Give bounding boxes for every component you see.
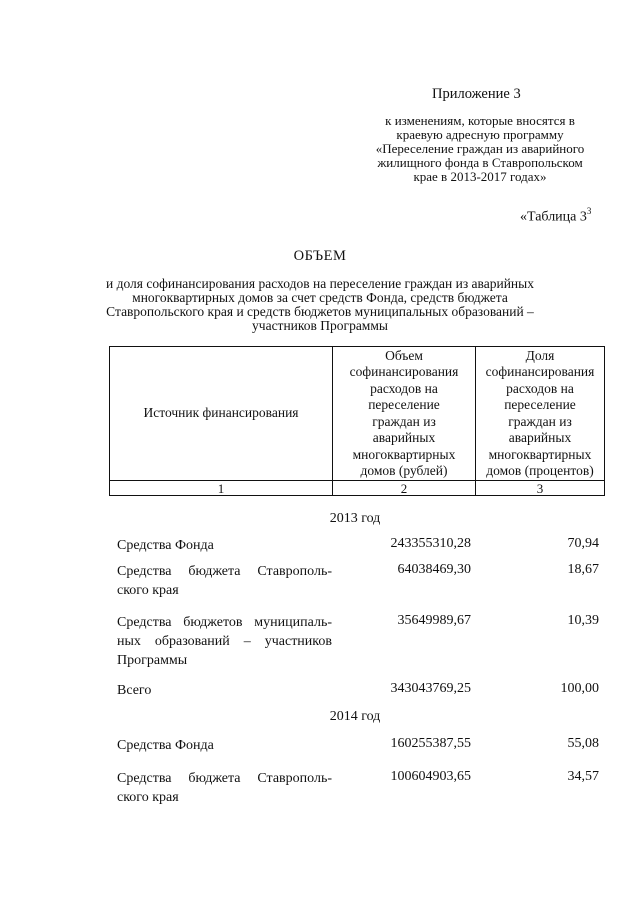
- row-share: 18,67: [567, 562, 599, 577]
- row-volume: 243355310,28: [390, 536, 471, 551]
- year-heading: 2013 год: [329, 511, 381, 526]
- subtitle-line: Ставропольского края и средств бюджетов муниципальных образований –: [106, 304, 534, 319]
- header-share: Доля софинансирования расходов на переселение граждан из аварийных многоквартирных домов (процентов): [476, 347, 605, 481]
- row-volume: 343043769,25: [390, 681, 471, 696]
- row-source: Средства Фонда: [117, 738, 214, 753]
- row-share: 70,94: [567, 536, 599, 551]
- subtitle-line: участников Программы: [252, 318, 388, 333]
- document-heading: ОБЪЕМ: [293, 248, 347, 264]
- appendix-line: «Переселение граждан из аварийного: [375, 141, 585, 156]
- row-volume: 64038469,30: [397, 562, 471, 577]
- appendix-title: Приложение 3: [432, 86, 521, 102]
- row-source: Всего: [117, 683, 152, 698]
- subtitle-line: многоквартирных домов за счет средств Фонда, средств бюджета: [132, 290, 508, 305]
- header-source: Источник финансирования: [110, 347, 333, 481]
- table-reference: [520, 207, 591, 226]
- row-share: 10,39: [567, 613, 599, 628]
- row-source: Средства Фонда: [117, 538, 214, 553]
- subtitle-line: и доля софинансирования расходов на переселение граждан из аварийных: [106, 276, 534, 291]
- row-volume: 35649989,67: [397, 613, 471, 628]
- table-reference-text: «Таблица 3: [520, 209, 587, 225]
- column-number: 3: [476, 481, 605, 496]
- appendix-line: краевую адресную программу: [396, 127, 564, 142]
- row-share: 34,57: [567, 769, 599, 784]
- column-number: 2: [333, 481, 476, 496]
- row-source: Средства бюджетов муниципаль- ных образований – участников Программы: [117, 615, 332, 668]
- appendix-description: [360, 114, 600, 184]
- column-number: 1: [110, 481, 333, 496]
- appendix-line: крае в 2013-2017 годах»: [413, 169, 547, 184]
- appendix-line: жилищного фонда в Ставропольском: [377, 155, 583, 170]
- financing-table-header: [109, 346, 605, 496]
- row-share: 100,00: [560, 681, 599, 696]
- row-source: Средства бюджета Ставрополь- ского края: [117, 564, 332, 598]
- appendix-line: к изменениям, которые вносятся в: [385, 113, 575, 128]
- row-volume: 160255387,55: [390, 736, 471, 751]
- row-source: Средства бюджета Ставрополь- ского края: [117, 771, 332, 805]
- year-heading: 2014 год: [329, 709, 381, 724]
- document-subtitle: [100, 277, 540, 333]
- header-volume: Объем софинансирования расходов на переселение граждан из аварийных многоквартирных домов (рублей): [333, 347, 476, 481]
- table-reference-sup: 3: [586, 206, 592, 216]
- row-volume: 100604903,65: [390, 769, 471, 784]
- row-share: 55,08: [567, 736, 599, 751]
